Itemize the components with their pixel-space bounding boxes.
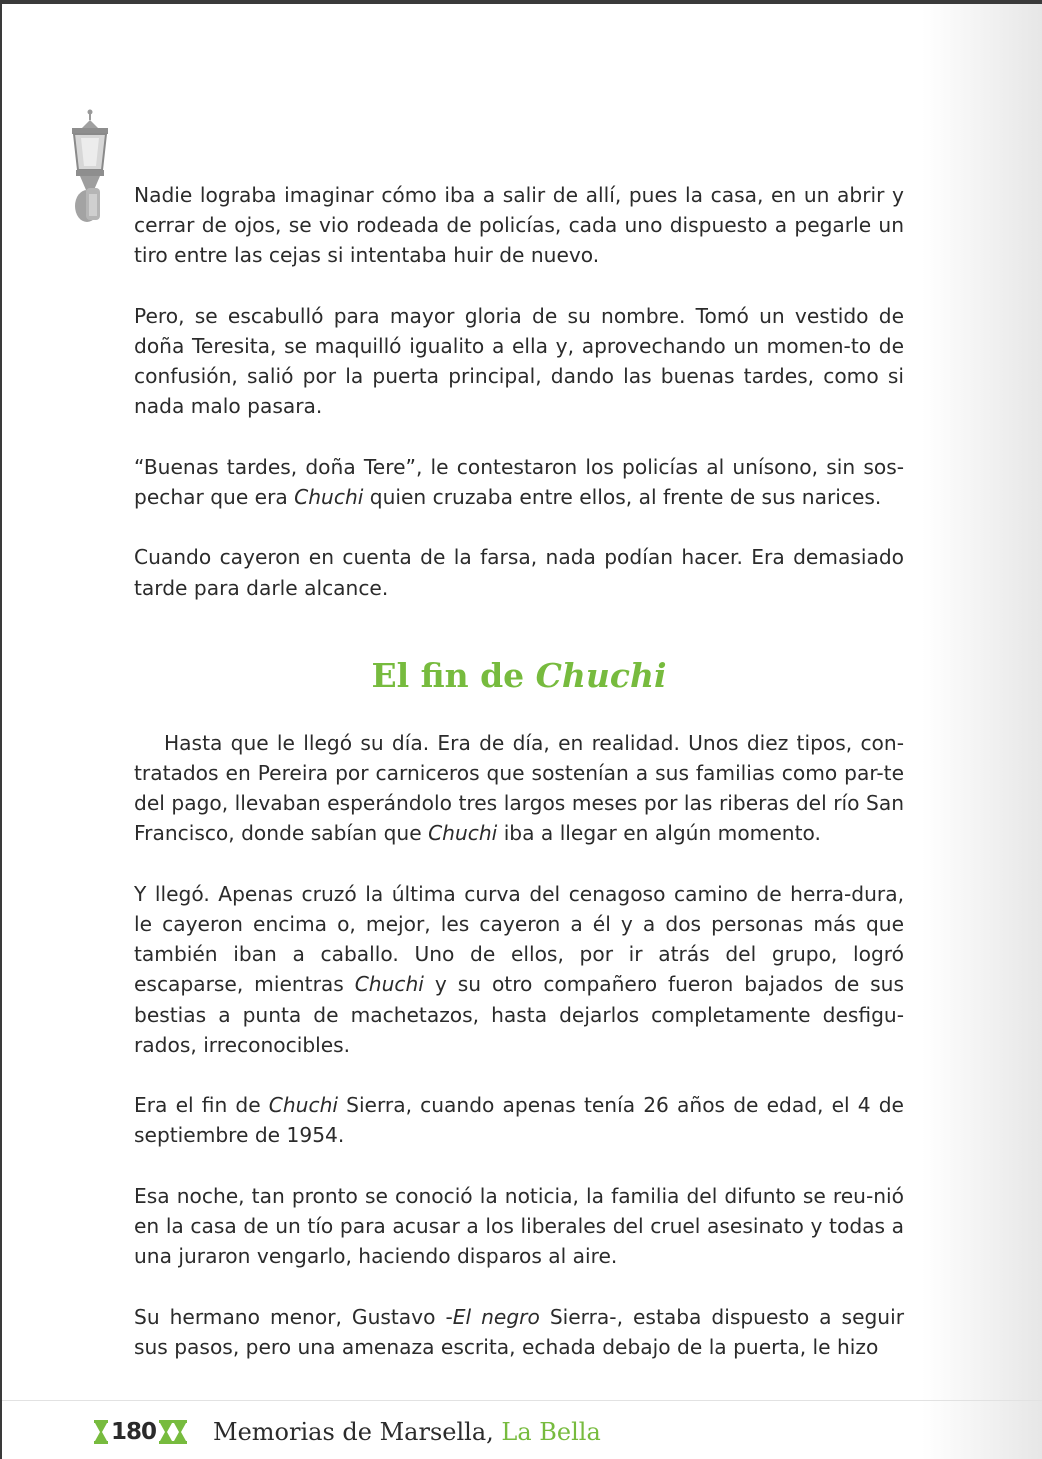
paragraph [134, 542, 904, 602]
hourglass-icon [159, 1420, 173, 1444]
text-segment: y su otro compañero fueron bajados de sus bestias a punta de machetazos, hasta dejarlos completamente desfigu-rados, irreconocibles. [134, 972, 904, 1057]
hourglass-icon [173, 1420, 187, 1444]
footer-divider [2, 1400, 1042, 1401]
body-text [134, 180, 904, 1362]
paragraph [134, 301, 904, 422]
text-segment: iba a llegar en algún momento. [497, 821, 821, 846]
text-segment: Hasta que le llegó su día. Era de día, en realidad. Unos diez tipos, con-tratados en Pereira por carniceros que sostenían a sus familias como par-te del pago, llevaban esperándolo tres largos meses por las riberas del río San Francisco, donde sabían que [134, 730, 904, 846]
text-segment: Esa noche, tan pronto se conoció la noticia, la familia del difunto se reu-nió en la casa de un tío para acusar a los liberales del cruel asesinato y todas a una juraron vengarlo, haciendo disparos al aire. [134, 1183, 904, 1269]
text-segment: “Buenas tardes, doña Tere”, le contestaron los policías al unísono, sin sos-pechar que era [134, 454, 904, 509]
section-heading [134, 656, 904, 696]
text-segment: Sierra, cuando apenas tenía 26 años de edad, el 4 de septiembre de 1954. [134, 1093, 904, 1148]
text-segment: Sierra-, estaba dispuesto a seguir sus pasos, pero una amenaza escrita, echada debajo de la puerta, le hizo [134, 1304, 905, 1359]
book-title-main: Memorias de Marsella, [213, 1418, 494, 1446]
text-segment: Cuando cayeron en cuenta de la farsa, nada podían hacer. Era demasiado tarde para darle alcance. [134, 545, 904, 600]
italic-text: Chuchi [294, 485, 364, 509]
italic-text: Chuchi [428, 821, 498, 846]
text-segment: Y llegó. Apenas cruzó la última curva del cenagoso camino de herra-dura, le cayeron encima o, mejor, les cayeron a él y a dos personas más que también iban a caballo. Uno de ellos, por ir atrás del grupo, logró escaparse, mientras [134, 881, 904, 997]
street-lamp-icon [64, 108, 116, 226]
page-footer [94, 1414, 601, 1450]
paragraph [134, 1090, 904, 1150]
text-segment: Pero, se escabulló para mayor gloria de su nombre. Tomó un vestido de doña Teresita, se maquilló igualito a ella y, aprovechando un momen-to de confusión, salió por la puerta principal, dando las buenas tardes, como si nada malo pasara. [134, 303, 904, 419]
italic-text: El negro [452, 1304, 540, 1329]
paragraph [134, 879, 904, 1060]
book-title [213, 1418, 601, 1446]
section-heading-name: Chuchi [535, 655, 667, 695]
italic-text: Chuchi [354, 972, 424, 997]
paragraph [134, 1181, 904, 1272]
paragraph [134, 728, 904, 849]
page-number: 180 [111, 1419, 157, 1445]
text-segment: Era el fin de [134, 1093, 269, 1118]
paragraph [134, 452, 904, 512]
section-heading-prefix: El fin de [371, 655, 536, 695]
text-segment: Su hermano menor, Gustavo - [134, 1304, 453, 1329]
text-segment: Nadie lograba imaginar cómo iba a salir de allí, pues la casa, en un abrir y cerrar de ojos, se vio rodeada de policías, cada uno dispuesto a pegarle un tiro entre las cejas si intentaba huir de nuevo. [134, 183, 904, 268]
paragraphs-after [134, 728, 904, 1362]
text-segment: quien cruzaba entre ellos, al frente de sus narices. [363, 485, 882, 509]
hourglass-icon [94, 1420, 108, 1444]
paragraph [134, 180, 904, 271]
paragraphs-before [134, 180, 904, 603]
paragraph [134, 1302, 904, 1362]
italic-text: Chuchi [268, 1093, 338, 1118]
book-title-subtitle: La Bella [501, 1418, 601, 1446]
